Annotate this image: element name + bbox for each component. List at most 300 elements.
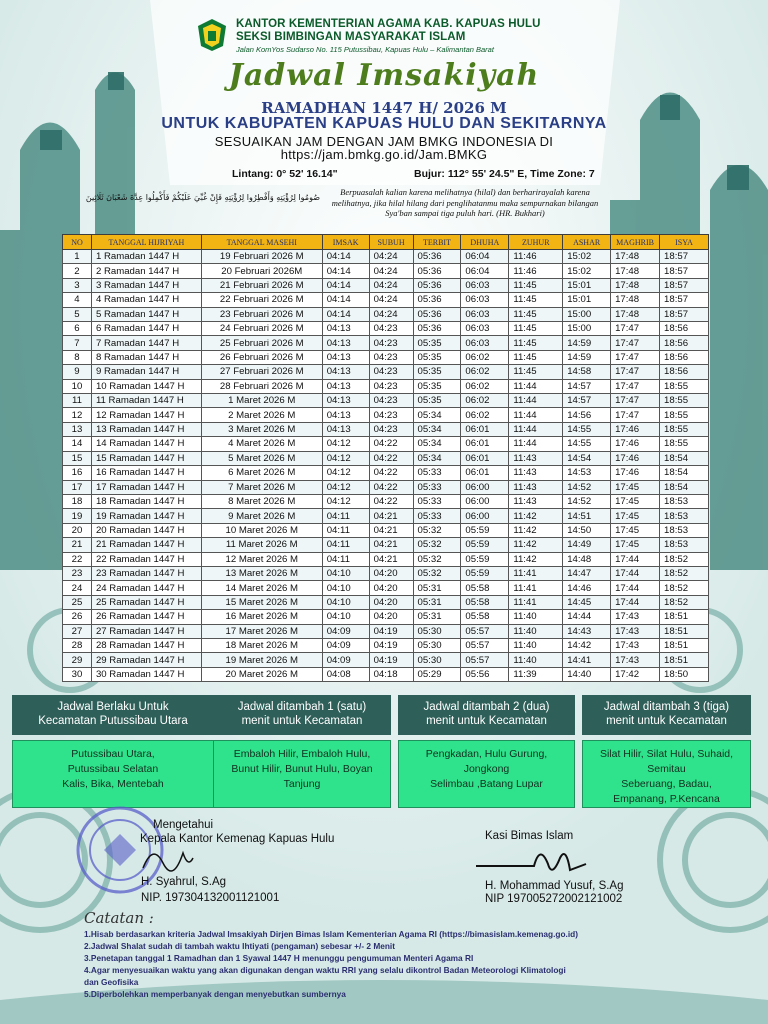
- table-cell: 13 Maret 2026 M: [201, 566, 322, 580]
- table-cell: 05:33: [413, 509, 461, 523]
- table-cell: 04:23: [369, 408, 413, 422]
- table-cell: 8: [63, 350, 92, 364]
- table-cell: 23 Ramadan 1447 H: [91, 566, 201, 580]
- table-cell: 16 Ramadan 1447 H: [91, 466, 201, 480]
- table-cell: 04:24: [369, 264, 413, 278]
- table-cell: 21 Februari 2026 M: [201, 278, 322, 292]
- table-cell: 14:56: [563, 408, 611, 422]
- table-row: [63, 250, 709, 264]
- table-cell: 7 Ramadan 1447 H: [91, 336, 201, 350]
- table-cell: 1: [63, 250, 92, 264]
- column-header: TANGGAL HIJRIYAH: [91, 235, 201, 250]
- table-cell: 7 Maret 2026 M: [201, 480, 322, 494]
- table-cell: 17:47: [611, 379, 660, 393]
- table-cell: 6: [63, 322, 92, 336]
- kasi-name: H. Mohammad Yusuf, S.Ag: [485, 880, 624, 892]
- table-cell: 18:53: [660, 538, 709, 552]
- table-cell: 24 Februari 2026 M: [201, 322, 322, 336]
- table-cell: 6 Maret 2026 M: [201, 466, 322, 480]
- table-cell: 05:57: [461, 638, 509, 652]
- table-cell: 15:00: [563, 322, 611, 336]
- table-cell: 05:32: [413, 552, 461, 566]
- table-row: [63, 523, 709, 537]
- hadith-translation: Berpuasalah kalian karena melihatnya (hilal) dan berharirayalah karena melihatnya, jika hilal hilang dari penglihatanmu maka sempurnakan bilangan Sya'ban sampai tiga puluh hari. (HR. Bukhari): [331, 187, 599, 218]
- table-cell: 04:20: [369, 595, 413, 609]
- table-cell: 17:44: [611, 595, 660, 609]
- table-cell: 14 Ramadan 1447 H: [91, 437, 201, 451]
- table-cell: 26 Februari 2026 M: [201, 350, 322, 364]
- table-cell: 27 Ramadan 1447 H: [91, 624, 201, 638]
- table-cell: 06:01: [461, 437, 509, 451]
- table-cell: 17:44: [611, 581, 660, 595]
- table-cell: 18:52: [660, 595, 709, 609]
- table-cell: 14:59: [563, 336, 611, 350]
- zone-district-line: Putussibau Selatan: [67, 763, 159, 775]
- note-item: 3.Penetapan tanggal 1 Ramadhan dan 1 Syawal 1447 H menunggu pengumuman Menteri Agama RI: [84, 953, 474, 963]
- table-cell: 05:36: [413, 293, 461, 307]
- table-cell: 04:10: [322, 595, 369, 609]
- table-cell: 11 Maret 2026 M: [201, 538, 322, 552]
- table-cell: 15:01: [563, 293, 611, 307]
- table-cell: 17:47: [611, 394, 660, 408]
- org-name: KANTOR KEMENTERIAN AGAMA KAB. KAPUAS HULU: [236, 18, 541, 30]
- zone-district-line: Bunut Hilir, Bunut Hulu, Boyan: [231, 763, 373, 775]
- table-cell: 06:01: [461, 466, 509, 480]
- table-cell: 22 Ramadan 1447 H: [91, 552, 201, 566]
- table-cell: 15 Ramadan 1447 H: [91, 451, 201, 465]
- table-cell: 18:51: [660, 638, 709, 652]
- zone-district-line: Seberuang, Badau,: [621, 778, 712, 790]
- zone-heading-line: menit untuk Kecamatan: [606, 715, 727, 727]
- table-cell: 05:35: [413, 336, 461, 350]
- table-cell: 18:57: [660, 264, 709, 278]
- table-cell: 17:46: [611, 437, 660, 451]
- column-header: TANGGAL MASEHI: [201, 235, 322, 250]
- region-heading: UNTUK KABUPATEN KAPUAS HULU DAN SEKITARNYA: [161, 115, 607, 132]
- table-cell: 20 Februari 2026M: [201, 264, 322, 278]
- table-cell: 11:42: [509, 538, 563, 552]
- zone-district-line: Embaloh Hilir, Embaloh Hulu,: [233, 748, 371, 760]
- table-cell: 19 Ramadan 1447 H: [91, 509, 201, 523]
- table-cell: 18 Maret 2026 M: [201, 638, 322, 652]
- table-cell: 05:35: [413, 379, 461, 393]
- table-cell: 15:00: [563, 307, 611, 321]
- table-cell: 17:47: [611, 365, 660, 379]
- table-cell: 21 Ramadan 1447 H: [91, 538, 201, 552]
- table-cell: 04:12: [322, 480, 369, 494]
- table-cell: 17:44: [611, 566, 660, 580]
- table-cell: 06:02: [461, 408, 509, 422]
- table-cell: 18:50: [660, 667, 709, 681]
- table-cell: 05:34: [413, 451, 461, 465]
- table-cell: 05:35: [413, 394, 461, 408]
- table-cell: 11:42: [509, 523, 563, 537]
- table-cell: 04:21: [369, 552, 413, 566]
- table-cell: 11: [63, 394, 92, 408]
- table-cell: 04:23: [369, 394, 413, 408]
- table-cell: 06:04: [461, 264, 509, 278]
- table-cell: 18:55: [660, 408, 709, 422]
- table-cell: 04:20: [369, 566, 413, 580]
- table-cell: 5 Maret 2026 M: [201, 451, 322, 465]
- table-cell: 18:56: [660, 336, 709, 350]
- zone-heading-line: Jadwal Berlaku Untuk: [57, 701, 169, 713]
- notes-list: [84, 928, 724, 1000]
- table-cell: 04:11: [322, 509, 369, 523]
- table-cell: 14:57: [563, 379, 611, 393]
- table-cell: 11:40: [509, 610, 563, 624]
- table-cell: 04:20: [369, 610, 413, 624]
- column-header: SUBUH: [369, 235, 413, 250]
- table-cell: 05:33: [413, 494, 461, 508]
- table-cell: 17:43: [611, 653, 660, 667]
- zone-districts: [398, 740, 575, 808]
- table-cell: 04:14: [322, 264, 369, 278]
- table-cell: 17:46: [611, 422, 660, 436]
- table-cell: 17 Maret 2026 M: [201, 624, 322, 638]
- table-cell: 14:45: [563, 595, 611, 609]
- table-cell: 04:10: [322, 581, 369, 595]
- table-cell: 04:22: [369, 480, 413, 494]
- table-cell: 05:36: [413, 278, 461, 292]
- table-cell: 14:53: [563, 466, 611, 480]
- table-cell: 05:36: [413, 264, 461, 278]
- table-cell: 17:46: [611, 466, 660, 480]
- table-cell: 04:11: [322, 523, 369, 537]
- table-row: [63, 581, 709, 595]
- table-cell: 6 Ramadan 1447 H: [91, 322, 201, 336]
- zone-heading-line: Kecamatan Putussibau Utara: [38, 715, 188, 727]
- table-cell: 14:43: [563, 624, 611, 638]
- table-cell: 05:34: [413, 437, 461, 451]
- table-cell: 25 Ramadan 1447 H: [91, 595, 201, 609]
- table-cell: 5: [63, 307, 92, 321]
- table-cell: 04:13: [322, 394, 369, 408]
- table-row: [63, 379, 709, 393]
- zone-heading-line: menit untuk Kecamatan: [241, 715, 363, 727]
- zone-heading: [398, 695, 575, 735]
- table-cell: 30: [63, 667, 92, 681]
- table-cell: 11:42: [509, 552, 563, 566]
- table-cell: 04:11: [322, 538, 369, 552]
- table-cell: 23 Februari 2026 M: [201, 307, 322, 321]
- table-cell: 25 Februari 2026 M: [201, 336, 322, 350]
- table-cell: 24: [63, 581, 92, 595]
- table-cell: 11:45: [509, 307, 563, 321]
- zone-districts: [213, 740, 391, 808]
- table-cell: 18:53: [660, 523, 709, 537]
- table-cell: 11:40: [509, 638, 563, 652]
- table-cell: 05:36: [413, 322, 461, 336]
- table-row: [63, 350, 709, 364]
- table-cell: 05:59: [461, 566, 509, 580]
- longitude: Bujur: 112° 55' 24.5" E, Time Zone: 7: [414, 168, 595, 180]
- imsakiyah-table: [62, 234, 709, 682]
- table-cell: 20 Ramadan 1447 H: [91, 523, 201, 537]
- table-cell: 17:43: [611, 610, 660, 624]
- table-row: [63, 480, 709, 494]
- table-cell: 04:14: [322, 278, 369, 292]
- table-cell: 04:21: [369, 538, 413, 552]
- table-cell: 05:59: [461, 552, 509, 566]
- note-item: 1.Hisab berdasarkan kriteria Jadwal Imsakiyah Dirjen Bimas Islam Kementerian Agama RI (https://bimasislam.kemenag.go.id): [84, 929, 579, 939]
- zone-heading: [582, 695, 751, 735]
- table-cell: 06:04: [461, 250, 509, 264]
- column-header: ZUHUR: [509, 235, 563, 250]
- table-cell: 17 Ramadan 1447 H: [91, 480, 201, 494]
- table-cell: 06:00: [461, 480, 509, 494]
- table-row: [63, 322, 709, 336]
- table-cell: 2: [63, 264, 92, 278]
- table-cell: 11 Ramadan 1447 H: [91, 394, 201, 408]
- table-row: [63, 264, 709, 278]
- zone-heading-line: Jadwal ditambah 2 (dua): [423, 701, 550, 713]
- arabic-verse: صُومُوا لِرُؤْيَتِهِ وَأَفْطِرُوا لِرُؤْيَتِهِ فَإِنْ غُبِّيَ عَلَيْكُمْ فَأَكْمِلُوا عِدَّةَ شَعْبَانَ ثَلَاثِينَ: [85, 193, 320, 202]
- table-cell: 17:47: [611, 336, 660, 350]
- table-cell: 04:12: [322, 451, 369, 465]
- table-cell: 17:44: [611, 552, 660, 566]
- table-cell: 10 Maret 2026 M: [201, 523, 322, 537]
- table-cell: 14:47: [563, 566, 611, 580]
- table-row: [63, 336, 709, 350]
- table-body: [63, 250, 709, 682]
- table-row: [63, 552, 709, 566]
- table-cell: 11:45: [509, 322, 563, 336]
- table-cell: 05:35: [413, 365, 461, 379]
- table-cell: 06:03: [461, 336, 509, 350]
- table-cell: 14:55: [563, 422, 611, 436]
- table-cell: 05:59: [461, 538, 509, 552]
- table-cell: 05:31: [413, 610, 461, 624]
- table-cell: 04:10: [322, 566, 369, 580]
- table-cell: 29: [63, 653, 92, 667]
- table-cell: 21: [63, 538, 92, 552]
- zone-district-line: Jongkong: [463, 763, 510, 775]
- table-cell: 5 Ramadan 1447 H: [91, 307, 201, 321]
- zone-district-line: Empanang, P.Kencana: [613, 793, 720, 805]
- table-row: [63, 653, 709, 667]
- table-cell: 04:22: [369, 494, 413, 508]
- table-cell: 05:58: [461, 610, 509, 624]
- zone-heading-line: Jadwal ditambah 1 (satu): [237, 701, 367, 713]
- table-cell: 14:41: [563, 653, 611, 667]
- table-row: [63, 365, 709, 379]
- table-cell: 14:44: [563, 610, 611, 624]
- table-cell: 3 Maret 2026 M: [201, 422, 322, 436]
- table-cell: 05:58: [461, 595, 509, 609]
- table-cell: 11:41: [509, 595, 563, 609]
- table-cell: 05:32: [413, 566, 461, 580]
- note-item: dan Geofisika: [84, 977, 139, 987]
- table-cell: 05:30: [413, 624, 461, 638]
- table-cell: 14 Maret 2026 M: [201, 581, 322, 595]
- table-cell: 04:24: [369, 307, 413, 321]
- table-cell: 14:52: [563, 480, 611, 494]
- table-cell: 18:52: [660, 566, 709, 580]
- zone-district-line: Semitau: [647, 763, 686, 775]
- note-item: 5.Diperbolehkan memperbanyak dengan menyebutkan sumbernya: [84, 989, 346, 999]
- table-cell: 11:44: [509, 394, 563, 408]
- table-cell: 11:42: [509, 509, 563, 523]
- table-cell: 18:56: [660, 322, 709, 336]
- table-cell: 1 Maret 2026 M: [201, 394, 322, 408]
- table-cell: 05:32: [413, 538, 461, 552]
- table-cell: 06:03: [461, 322, 509, 336]
- table-cell: 17:43: [611, 638, 660, 652]
- table-cell: 17:48: [611, 293, 660, 307]
- table-cell: 28 Februari 2026 M: [201, 379, 322, 393]
- table-row: [63, 667, 709, 681]
- table-cell: 18:54: [660, 480, 709, 494]
- table-cell: 05:36: [413, 250, 461, 264]
- zone-box: [398, 695, 575, 808]
- table-cell: 17:45: [611, 509, 660, 523]
- table-cell: 7: [63, 336, 92, 350]
- table-cell: 04:18: [369, 667, 413, 681]
- table-row: [63, 509, 709, 523]
- table-cell: 17:45: [611, 480, 660, 494]
- table-cell: 06:01: [461, 451, 509, 465]
- table-cell: 04:14: [322, 250, 369, 264]
- table-cell: 04:24: [369, 250, 413, 264]
- table-cell: 15: [63, 451, 92, 465]
- zone-district-line: Putussibau Utara,: [71, 748, 155, 760]
- table-cell: 25: [63, 595, 92, 609]
- table-cell: 18:51: [660, 624, 709, 638]
- table-cell: 18:57: [660, 307, 709, 321]
- table-cell: 19 Maret 2026 M: [201, 653, 322, 667]
- table-cell: 04:13: [322, 408, 369, 422]
- right-signature-icon: [476, 840, 616, 884]
- table-cell: 04:08: [322, 667, 369, 681]
- table-cell: 4 Ramadan 1447 H: [91, 293, 201, 307]
- table-cell: 05:36: [413, 307, 461, 321]
- bmkg-link[interactable]: https://jam.bmkg.go.id/Jam.BMKG: [280, 147, 488, 162]
- table-cell: 05:31: [413, 595, 461, 609]
- zone-heading-line: Jadwal ditambah 3 (tiga): [603, 701, 730, 713]
- table-cell: 11:44: [509, 437, 563, 451]
- table-cell: 11:45: [509, 293, 563, 307]
- latitude: Lintang: 0° 52' 16.14": [232, 168, 338, 180]
- bmkg-instruction: [0, 135, 768, 161]
- table-cell: 11:45: [509, 365, 563, 379]
- table-cell: 16 Maret 2026 M: [201, 610, 322, 624]
- column-header: TERBIT: [413, 235, 461, 250]
- table-cell: 28: [63, 638, 92, 652]
- table-cell: 17:48: [611, 278, 660, 292]
- table-cell: 10 Ramadan 1447 H: [91, 379, 201, 393]
- table-cell: 11:45: [509, 350, 563, 364]
- table-cell: 23: [63, 566, 92, 580]
- kasi-title: Kasi Bimas Islam: [485, 830, 574, 842]
- table-cell: 11:43: [509, 494, 563, 508]
- table-cell: 04:12: [322, 437, 369, 451]
- table-row: [63, 307, 709, 321]
- table-cell: 05:30: [413, 638, 461, 652]
- column-header: ASHAR: [563, 235, 611, 250]
- table-cell: 11:46: [509, 250, 563, 264]
- kemenag-logo-icon: [196, 18, 228, 52]
- table-cell: 05:29: [413, 667, 461, 681]
- table-row: [63, 422, 709, 436]
- table-cell: 04:12: [322, 466, 369, 480]
- table-cell: 05:57: [461, 653, 509, 667]
- table-cell: 04:11: [322, 552, 369, 566]
- table-cell: 17:48: [611, 264, 660, 278]
- table-cell: 11:41: [509, 566, 563, 580]
- column-header: DHUHA: [461, 235, 509, 250]
- zone-heading: [213, 695, 391, 735]
- table-cell: 04:23: [369, 322, 413, 336]
- table-cell: 04:23: [369, 422, 413, 436]
- table-cell: 27: [63, 624, 92, 638]
- table-cell: 04:19: [369, 624, 413, 638]
- table-cell: 06:02: [461, 350, 509, 364]
- zone-districts: [582, 740, 751, 808]
- table-cell: 18:53: [660, 509, 709, 523]
- table-cell: 04:23: [369, 336, 413, 350]
- table-cell: 05:31: [413, 581, 461, 595]
- table-cell: 14:40: [563, 667, 611, 681]
- table-cell: 05:32: [413, 523, 461, 537]
- table-cell: 17:47: [611, 322, 660, 336]
- table-cell: 18:52: [660, 581, 709, 595]
- table-cell: 18:54: [660, 466, 709, 480]
- table-cell: 18:56: [660, 350, 709, 364]
- notes-title: Catatan :: [84, 909, 154, 927]
- table-cell: 18:57: [660, 293, 709, 307]
- table-cell: 14:51: [563, 509, 611, 523]
- table-cell: 05:34: [413, 408, 461, 422]
- table-row: [63, 624, 709, 638]
- table-row: [63, 638, 709, 652]
- table-cell: 05:57: [461, 624, 509, 638]
- table-cell: 14:52: [563, 494, 611, 508]
- table-cell: 11:40: [509, 653, 563, 667]
- table-cell: 11:41: [509, 581, 563, 595]
- zone-box: [582, 695, 751, 808]
- table-cell: 17:46: [611, 451, 660, 465]
- table-cell: 9 Ramadan 1447 H: [91, 365, 201, 379]
- table-cell: 06:02: [461, 394, 509, 408]
- table-cell: 20: [63, 523, 92, 537]
- table-cell: 04:09: [322, 638, 369, 652]
- table-cell: 15 Maret 2026 M: [201, 595, 322, 609]
- table-cell: 04:13: [322, 379, 369, 393]
- table-cell: 14:50: [563, 523, 611, 537]
- table-row: [63, 610, 709, 624]
- table-cell: 14:46: [563, 581, 611, 595]
- table-cell: 04:19: [369, 638, 413, 652]
- table-cell: 05:30: [413, 653, 461, 667]
- table-cell: 05:59: [461, 523, 509, 537]
- table-cell: 10: [63, 379, 92, 393]
- table-cell: 26: [63, 610, 92, 624]
- table-cell: 11:39: [509, 667, 563, 681]
- table-cell: 04:13: [322, 336, 369, 350]
- table-cell: 04:13: [322, 365, 369, 379]
- table-cell: 4: [63, 293, 92, 307]
- table-cell: 11:45: [509, 278, 563, 292]
- table-row: [63, 408, 709, 422]
- table-cell: 05:33: [413, 480, 461, 494]
- table-cell: 05:56: [461, 667, 509, 681]
- table-cell: 14: [63, 437, 92, 451]
- table-cell: 17:43: [611, 624, 660, 638]
- table-cell: 30 Ramadan 1447 H: [91, 667, 201, 681]
- table-cell: 04:23: [369, 379, 413, 393]
- note-item: 2.Jadwal Shalat sudah di tambah waktu Ihtiyati (pengaman) sebesar +/- 2 Menit: [84, 941, 395, 951]
